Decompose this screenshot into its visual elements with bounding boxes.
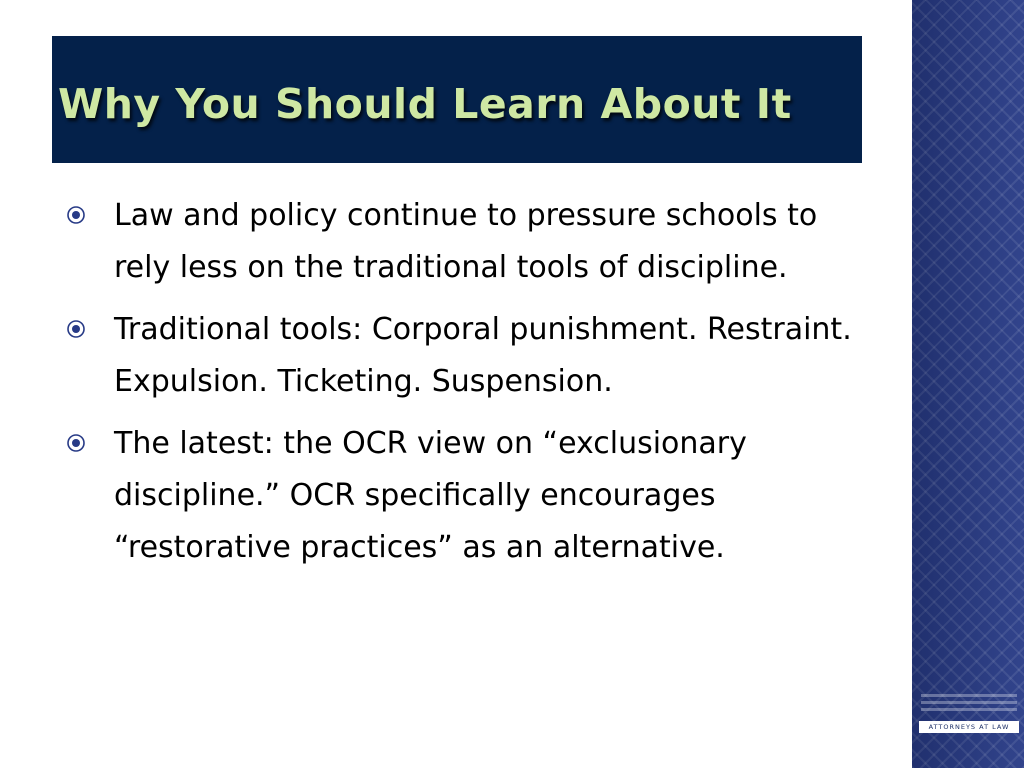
bullet-item: [63, 418, 863, 574]
bullet-text: Law and policy continue to pressure schools to rely less on the traditional tools of discipline.: [114, 198, 818, 285]
title-bar: [52, 36, 862, 163]
logo-placeholder-line: [921, 701, 1017, 704]
logo-tagline: ATTORNEYS AT LAW: [919, 721, 1019, 733]
logo-placeholder-line: [921, 694, 1017, 697]
bullet-text: The latest: the OCR view on “exclusionary discipline.” OCR specifically encourages “restorative practices” as an alternative.: [114, 426, 747, 565]
bullet-text: Traditional tools: Corporal punishment. Restraint. Expulsion. Ticketing. Suspension.: [114, 312, 852, 399]
firm-logo: [919, 690, 1019, 754]
logo-placeholder-line: [921, 708, 1017, 711]
radio-bullet-icon: [66, 319, 86, 339]
bullet-item: [63, 304, 863, 408]
side-panel: [912, 0, 1024, 768]
bullet-item: [63, 190, 863, 294]
bullet-list: [63, 190, 863, 584]
radio-bullet-icon: [66, 205, 86, 225]
radio-bullet-icon: [66, 433, 86, 453]
slide-title: Why You Should Learn About It: [58, 80, 792, 128]
